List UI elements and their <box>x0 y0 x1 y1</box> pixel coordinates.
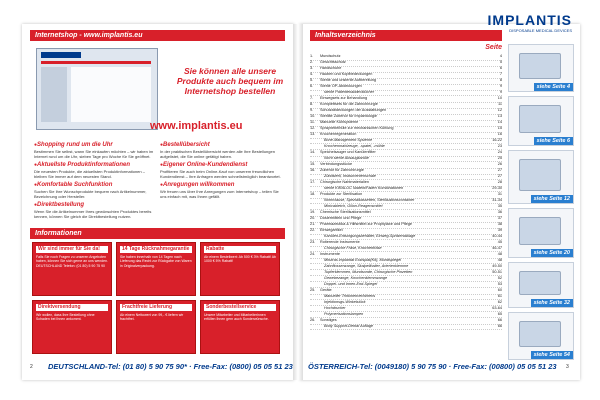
toc-number: 13. <box>310 132 316 136</box>
screenshot-sidebar <box>41 67 67 122</box>
shop-promo-text: Sie können alle unsere Produkte auch bequem im Internetshop bestellen <box>176 66 284 96</box>
toc-number: 5. <box>310 78 314 82</box>
toc-title: Normvlause, Spezialkassetten, Sterilisationscontainer <box>324 198 415 202</box>
feature-item <box>34 162 156 179</box>
shop-url[interactable]: www.implantis.eu <box>150 120 243 132</box>
feature-text: In der praktischen Bestellübersicht werden alle Ihre Bestellungen aufgelistet, die Sie online getätigt haben. <box>160 149 275 159</box>
toc-row[interactable] <box>310 270 502 276</box>
toc-number: 4. <box>310 72 314 76</box>
toc-title: Chirurgische Fräse, Knochenfräse <box>324 246 382 250</box>
toc-number: 10. <box>310 114 316 118</box>
toc-page: 14 <box>497 120 502 124</box>
toc-row[interactable] <box>310 306 502 312</box>
toc-number: 22. <box>310 228 316 232</box>
toc-title: Gesichtsschutz <box>320 60 346 64</box>
feature-text: Die neuesten Produkte, die aktuellsten Produktinformationen – bleiben Sie immer auf dem neuesten Stand. <box>34 169 145 179</box>
toc-page: 60 <box>497 288 502 292</box>
toc-title: Bone-Management Systeme <box>324 138 373 142</box>
toc-title: Zubehör für Zahnchirurgie <box>320 168 364 172</box>
feature-text: Bestimmen Sie selbst, wann Sie einkaufen möchten – wir haben im Internet rund um die Uhr, sieben Tage pro Woche für Sie geöffnet. <box>34 149 154 159</box>
see-page-label[interactable]: siehe Seite 32 <box>531 299 573 307</box>
logo-subtitle: DISPOSABLE MEDICAL DEVICES <box>509 28 572 33</box>
toc-number: 16. <box>310 168 316 172</box>
toc-number: 6. <box>310 84 314 88</box>
toc-page: 45 <box>497 240 502 244</box>
toc-title: Dosiermitteln und Pflege <box>320 216 362 220</box>
toc-number: 15. <box>310 162 316 166</box>
see-page-label[interactable]: siehe Seite 12 <box>531 195 573 203</box>
toc-page: 23 <box>497 144 502 148</box>
toc-title: Kanülen-Entsorgungsbehälter, Einweg-Spritzenablage <box>324 234 416 238</box>
toc-title: Tupferklemmen, Mundsonde, Chirurgische Pinzetten <box>324 270 413 274</box>
toc-title: sterile Patientenabdecktücher <box>324 90 375 94</box>
toc-page: 63-64 <box>492 306 502 310</box>
toc-number: 14. <box>310 150 316 154</box>
product-image <box>519 321 561 347</box>
toc-title: Sterilite Zubehör für Implantologie <box>320 114 377 118</box>
toc-title: Gewebezange, Knochenklemmzange <box>324 276 388 280</box>
feature-item <box>34 142 156 159</box>
toc-title: Zahnflossenzange, Skalpellhalter, Arterienklemme <box>324 264 409 268</box>
toc-page: 12 <box>497 108 502 112</box>
toc-number: 18. <box>310 192 316 196</box>
toc-page: 7 <box>499 72 502 76</box>
toc-page: 6 <box>499 66 502 70</box>
toc-page: 52 <box>497 276 502 280</box>
toc-title: Rotierende Instrumente <box>320 240 360 244</box>
toc-page: 13 <box>497 114 502 118</box>
toc-page: 15 <box>497 126 502 130</box>
toc-title: Knochenregeneration <box>320 132 357 136</box>
toc-number: 1. <box>310 54 314 58</box>
toc-page: 16 <box>497 132 502 136</box>
toc-number: 7. <box>310 96 314 100</box>
feature-title: ● Bestellübersicht <box>160 142 282 149</box>
feature-text: Wir freuen uns über Ihre Anregungen zum Internetshop – teilen Sie uns einfach mit, was Ihnen gefällt. <box>160 189 279 199</box>
page-number-left: 2 <box>30 364 33 370</box>
toc-page: 53 <box>497 282 502 286</box>
product-thumbnail <box>508 44 574 92</box>
toc-row[interactable] <box>310 204 502 210</box>
toc-page: 9 <box>499 90 502 94</box>
product-thumbnail <box>508 312 574 360</box>
feature-item <box>160 162 282 179</box>
info-box-text: Wir wollen, dass Ihre Bestellung ohne Schaden bei Ihnen ankommt. <box>36 312 95 321</box>
product-image <box>519 105 561 133</box>
feature-text: Wenn Sie die Artikelnummer Ihres gewünschten Produktes bereits kennen, können Sie gleich die Direktbestellung nutzen. <box>34 209 152 219</box>
toc-row[interactable] <box>310 90 502 96</box>
info-box-title: 14 Tage Rücknahmegarantie <box>120 246 192 253</box>
toc-page: 26 <box>497 162 502 166</box>
feature-title: ● Komfortable Suchfunktion <box>34 182 156 189</box>
toc-number: 20. <box>310 216 316 220</box>
toc-page: 24 <box>497 150 502 154</box>
footer-austria: ÖSTERREICH-Tel: (0049180) 5 90 75 90 · Free-Fax: (00800) 05 05 51 23 <box>308 362 557 371</box>
toc-page: 39 <box>497 228 502 232</box>
info-box-text: Unsere Mitarbeiter und Mitarbeiterinnen erfüllen Ihnen gern auch Sonderwünsche. <box>204 312 269 321</box>
toc-page: 50-51 <box>492 270 502 274</box>
see-page-label[interactable]: siehe Seite 4 <box>534 83 573 91</box>
toc-row[interactable] <box>310 324 502 330</box>
toc-title: Einwegartikel <box>320 228 343 232</box>
product-image <box>519 217 561 245</box>
info-box-text: Falls Sie noch Fragen zu unseren Angeboten haben, können Sie sich gerne an uns wenden. DEUTSCHLAND Telefon: (01 80) 5 90 75 90 <box>36 254 108 268</box>
toc-title: Einwegsets zur Behandlung <box>320 96 368 100</box>
info-box <box>200 300 280 354</box>
toc-page: 48 <box>497 252 502 256</box>
info-box-text: Sie haben innerhalb von 14 Tagen nach Lieferung das Recht zur Rückgabe von Waren in Originalverpackung. <box>120 254 192 268</box>
see-page-label[interactable]: siehe Seite 6 <box>534 137 573 145</box>
toc-title: Mundschutz <box>320 54 341 58</box>
toc-row[interactable] <box>310 246 502 252</box>
toc-title: Body Support-Dental Auflage <box>324 324 374 328</box>
product-image <box>519 159 561 191</box>
toc-page: 8 <box>499 78 502 82</box>
toc-page: 35 <box>497 204 502 208</box>
toc-number: 3. <box>310 66 314 70</box>
feature-item <box>34 202 156 219</box>
info-box-title: Sonderbestellservice <box>204 304 276 311</box>
product-image <box>519 53 561 79</box>
toc-title: Manueller Trinkmenverfahrens <box>324 294 376 298</box>
toc-row[interactable] <box>310 264 502 270</box>
toc-page: 31-34 <box>492 198 502 202</box>
toc-page: 5 <box>499 60 502 64</box>
toc-page: 65 <box>497 312 502 316</box>
toc-page: 46-47 <box>492 246 502 250</box>
toc-title: Instrumente <box>320 252 341 256</box>
toc-title: Chemische Sterilisationsmittel <box>320 210 371 214</box>
toc-title: Sonstiges <box>320 318 337 322</box>
toc-title: Knochenmahlzeuge, -spatel, -mühle <box>324 144 385 148</box>
toc-page: 37 <box>497 216 502 220</box>
feature-item <box>34 182 156 199</box>
informationen-header: Informationen <box>30 228 285 239</box>
book-gutter <box>293 24 303 380</box>
toc-page: 28 <box>497 180 502 184</box>
toc-title: Spraynebelhüte zur mechanischen Kühlung <box>320 126 394 130</box>
toc-page: 48 <box>497 258 502 262</box>
toc-title: Doppel- und Innen-End-Spiegel <box>324 282 378 286</box>
product-thumbnail <box>508 262 574 308</box>
toc-row[interactable] <box>310 186 502 192</box>
feature-title: ● Direktbestellung <box>34 202 156 209</box>
toc-title: Polymerisationslampen <box>324 312 364 316</box>
toc-number: 12. <box>310 126 316 130</box>
info-box-title: Frachtfreie Lieferung <box>120 304 192 311</box>
logo-text: IMPLANTIS <box>487 12 572 28</box>
page-number-right: 3 <box>566 364 569 370</box>
toc-page: 9 <box>499 84 502 88</box>
toc-number: 25. <box>310 288 316 292</box>
toc-number: 8. <box>310 102 314 106</box>
toc-title: Produkte zur Sterilisation <box>320 192 363 196</box>
info-box <box>200 242 280 296</box>
product-image <box>519 271 561 295</box>
toc-page: 62 <box>497 300 502 304</box>
toc-number: 23. <box>310 240 316 244</box>
screenshot-content <box>71 67 151 122</box>
toc-row[interactable] <box>310 198 502 204</box>
toc-page: 4 <box>499 54 502 58</box>
toc-number: 24. <box>310 252 316 256</box>
toc-title: Injektionsgs-Winkelstück <box>324 300 366 304</box>
feature-text: Suchen Sie Ihre Wunschprodukte bequem nach Artikelnummer, Bezeichnung oder Hersteller. <box>34 189 147 199</box>
toc-page: 61 <box>497 294 502 298</box>
toc-title: Verbindungsstücke <box>320 162 353 166</box>
info-box-text: Ab einem Nettowert von 99,- € liefern wir frachtfrei. <box>120 312 184 321</box>
toc-title: Speichelsauger und Kanülenfilter <box>320 150 376 154</box>
product-thumbnail <box>508 96 574 146</box>
toc-title: sterile KIRALOC Nadeln/Faden Kombinationen <box>324 186 404 190</box>
toc-seite-label: Seite <box>485 44 502 51</box>
toc-row[interactable] <box>310 276 502 282</box>
info-box-title: Wir sind immer für Sie da! <box>36 246 108 253</box>
toc-row[interactable] <box>310 258 502 264</box>
toc-title: Hauben und Kopfbedeckungen <box>320 72 373 76</box>
product-thumbnail <box>508 150 574 204</box>
toc-row[interactable] <box>310 144 502 150</box>
info-box-title: Direktversendung <box>36 304 108 311</box>
feature-title: ● Eigener Online-Kundendienst <box>160 162 282 169</box>
toc-number: 21. <box>310 222 316 226</box>
toc-number: 17. <box>310 180 316 184</box>
toc-title: Hochdrucker <box>324 306 346 310</box>
footer-germany: DEUTSCHLAND-Tel: (01 80) 5 90 75 90* · Free-Fax: (0800) 05 05 51 23 <box>48 362 293 371</box>
feature-title: ● Aktuellste Produktinformationen <box>34 162 156 169</box>
feature-item <box>160 182 282 199</box>
toc-page: 29-30 <box>492 186 502 190</box>
see-page-label[interactable]: siehe Seite 20 <box>531 249 573 257</box>
screenshot-nav-bar <box>41 61 151 64</box>
toc-title: Manuelle Kühlsysteme <box>320 120 359 124</box>
info-box <box>32 300 112 354</box>
toc-page: 10 <box>497 96 502 100</box>
toc-title: Pharmazeutika & Hilfsmittel zur Prophylaxe und Pflege <box>320 222 413 226</box>
toc-title: Komplettsets für die Zahnchirurgie <box>320 102 378 106</box>
toc-page: 49-50 <box>492 264 502 268</box>
toc-number: 2. <box>310 60 314 64</box>
toc-title: Nicht sterile Absaugkanüle <box>324 156 369 160</box>
webshop-screenshot <box>36 48 158 130</box>
toc-title: Chirurgische Nahtmaterialien <box>320 180 369 184</box>
info-box <box>32 242 112 296</box>
product-thumbnail <box>508 208 574 258</box>
feature-title: ● Shopping rund um die Uhr <box>34 142 156 149</box>
toc-number: 26. <box>310 318 316 322</box>
toc-row[interactable] <box>310 234 502 240</box>
feature-title: ● Anregungen willkommen <box>160 182 282 189</box>
info-box <box>116 300 196 354</box>
toc-row[interactable] <box>310 300 502 306</box>
screenshot-logo-block <box>41 52 81 58</box>
toc-page: 27 <box>497 168 502 172</box>
toc-title: Minicabletch, Gilion-Reagensmittel <box>324 204 383 208</box>
feature-text: Profitieren Sie auch beim Online-Kauf von unserem freundlichen Kundendienst – Ihre Anfragen werden schnellstmöglich beantwortet. <box>160 169 281 179</box>
feature-item <box>160 142 282 159</box>
toc-number: 19. <box>310 210 316 214</box>
toc-header: Inhaltsverzeichnis <box>310 30 502 41</box>
toc-page: 16-22 <box>492 138 502 142</box>
toc-title: Handschuhe <box>320 66 342 70</box>
toc-title: Schutzabdeckungen der Ausstattungen <box>320 108 387 112</box>
toc-row[interactable] <box>310 138 502 144</box>
toc-page: 27 <box>497 174 502 178</box>
toc-row[interactable] <box>310 312 502 318</box>
info-box-title: Rabatte <box>204 246 276 253</box>
toc-page: 66 <box>497 324 502 328</box>
toc-title: Sterile OP-Abdeckungen <box>320 84 362 88</box>
toc-page: 11 <box>498 102 502 106</box>
toc-title: Zündsteril, Instrumentenschale <box>324 174 376 178</box>
internetshop-header: Internetshop - www.implantis.eu <box>30 30 285 41</box>
toc-row[interactable] <box>310 282 502 288</box>
toc-row[interactable] <box>310 294 502 300</box>
toc-number: 9. <box>310 108 314 112</box>
info-box <box>116 242 196 296</box>
toc-page: 25 <box>497 156 502 160</box>
toc-row[interactable] <box>310 174 502 180</box>
toc-row[interactable] <box>310 156 502 162</box>
toc-title: Sterile und unsterile Aufbereitung <box>320 78 376 82</box>
toc-page: 36 <box>497 210 502 214</box>
toc-page: 40-44 <box>492 234 502 238</box>
info-box-text: Ab einem Bestellwert: Ab 500 € 3% Rabatt! Ab 1000 € 5% Rabatt! <box>204 254 276 263</box>
see-page-label[interactable]: siehe Seite 54 <box>531 351 573 359</box>
toc-title: Mirutras implantat Exzisplat(Kit), Mundspiegel <box>324 258 402 262</box>
toc-number: 11. <box>310 120 315 124</box>
toc-page: 31 <box>497 192 502 196</box>
toc-page: 38 <box>497 222 502 226</box>
toc-title: Geräte <box>320 288 332 292</box>
toc-page: 66 <box>497 318 502 322</box>
